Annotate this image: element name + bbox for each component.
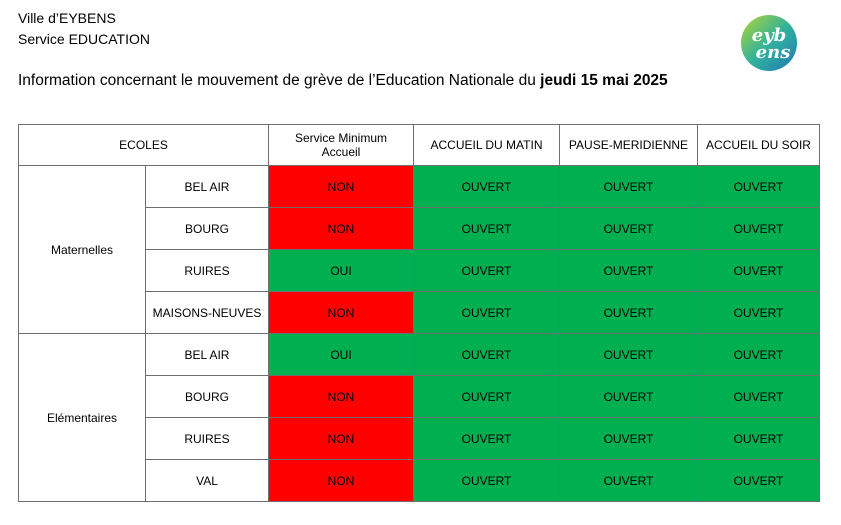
school-name: BEL AIR: [146, 166, 269, 208]
pause-meridienne-status: OUVERT: [560, 460, 698, 502]
pause-meridienne-status: OUVERT: [560, 334, 698, 376]
accueil-soir-status: OUVERT: [698, 292, 820, 334]
pause-meridienne-status: OUVERT: [560, 292, 698, 334]
page-title: [18, 72, 668, 90]
strike-status-table: [18, 124, 820, 502]
service-name: Service EDUCATION: [18, 31, 150, 47]
table-row: [19, 166, 820, 208]
accueil-matin-status: OUVERT: [414, 166, 560, 208]
pause-meridienne-status: OUVERT: [560, 376, 698, 418]
accueil-soir-status: OUVERT: [698, 334, 820, 376]
city-name: Ville d’EYBENS: [18, 10, 116, 26]
accueil-soir-status: OUVERT: [698, 376, 820, 418]
accueil-matin-status: OUVERT: [414, 208, 560, 250]
school-name: BEL AIR: [146, 334, 269, 376]
accueil-matin-status: OUVERT: [414, 376, 560, 418]
title-date: jeudi 15 mai 2025: [540, 72, 668, 89]
header-accueil-soir: ACCUEIL DU SOIR: [698, 125, 820, 166]
service-minimum-status: NON: [269, 166, 414, 208]
table-row: [19, 334, 820, 376]
eybens-logo-icon: [740, 14, 798, 72]
accueil-matin-status: OUVERT: [414, 460, 560, 502]
service-minimum-status: NON: [269, 418, 414, 460]
accueil-matin-status: OUVERT: [414, 418, 560, 460]
header-pause-meridienne: PAUSE-MERIDIENNE: [560, 125, 698, 166]
school-name: BOURG: [146, 376, 269, 418]
accueil-soir-status: OUVERT: [698, 208, 820, 250]
school-name: BOURG: [146, 208, 269, 250]
school-name: VAL: [146, 460, 269, 502]
school-category: Maternelles: [19, 166, 146, 334]
service-minimum-status: NON: [269, 292, 414, 334]
accueil-matin-status: OUVERT: [414, 334, 560, 376]
header-service-minimum: [269, 125, 414, 166]
pause-meridienne-status: OUVERT: [560, 208, 698, 250]
header-smi-line2: Accueil: [321, 145, 361, 159]
school-name: RUIRES: [146, 418, 269, 460]
pause-meridienne-status: OUVERT: [560, 418, 698, 460]
accueil-soir-status: OUVERT: [698, 460, 820, 502]
header-accueil-matin: ACCUEIL DU MATIN: [414, 125, 560, 166]
header-row: [19, 125, 820, 166]
school-category: Elémentaires: [19, 334, 146, 502]
service-minimum-status: NON: [269, 460, 414, 502]
school-name: RUIRES: [146, 250, 269, 292]
service-minimum-status: NON: [269, 208, 414, 250]
pause-meridienne-status: OUVERT: [560, 166, 698, 208]
accueil-matin-status: OUVERT: [414, 292, 560, 334]
logo-text-top: eyb: [751, 25, 787, 46]
service-minimum-status: OUI: [269, 334, 414, 376]
service-minimum-status: OUI: [269, 250, 414, 292]
header-smi-line1: Service Minimum: [294, 131, 387, 145]
title-text: Information concernant le mouvement de grève de l’Education Nationale du: [18, 72, 541, 89]
school-name: MAISONS-NEUVES: [146, 292, 269, 334]
accueil-soir-status: OUVERT: [698, 418, 820, 460]
logo-text-bottom: ens: [755, 42, 791, 63]
header-ecoles: ECOLES: [19, 125, 269, 166]
accueil-matin-status: OUVERT: [414, 250, 560, 292]
accueil-soir-status: OUVERT: [698, 250, 820, 292]
accueil-soir-status: OUVERT: [698, 166, 820, 208]
pause-meridienne-status: OUVERT: [560, 250, 698, 292]
service-minimum-status: NON: [269, 376, 414, 418]
